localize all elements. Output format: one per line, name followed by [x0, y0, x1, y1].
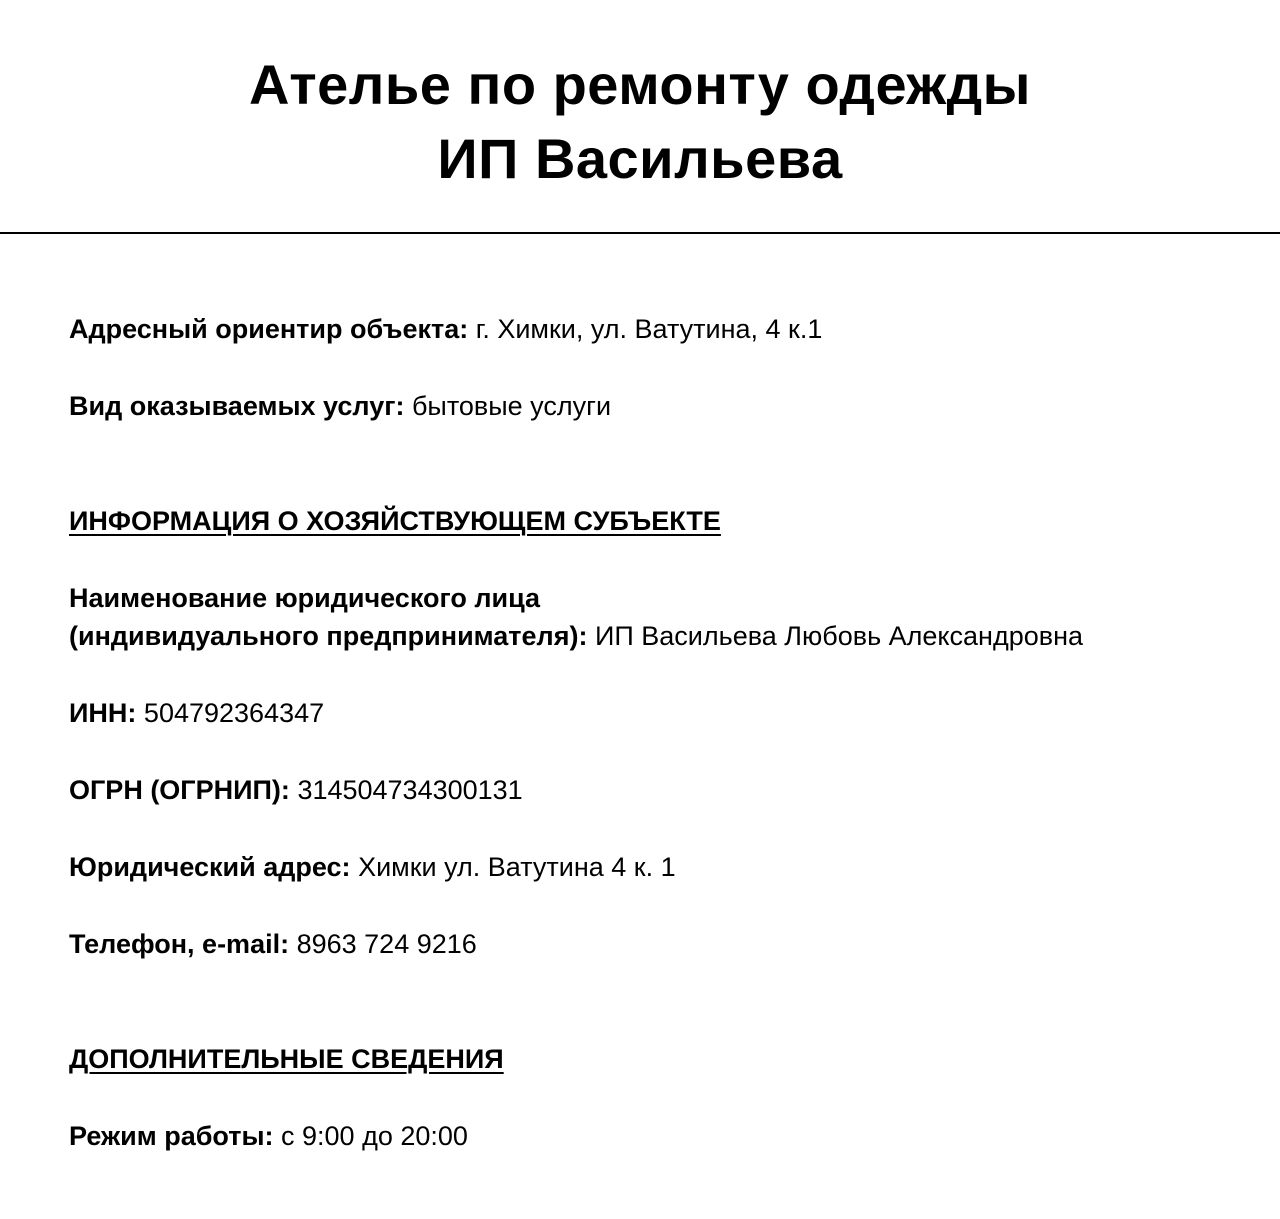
entity-name-row [69, 617, 1083, 655]
header-divider [0, 232, 1280, 234]
ogrn-label: ОГРН (ОГРНИП): [69, 775, 290, 805]
working-hours-row [69, 1117, 468, 1155]
services-row [69, 387, 611, 425]
entity-name-value: ИП Васильева Любовь Александровна [594, 621, 1084, 651]
working-hours-label: Режим работы: [69, 1121, 274, 1151]
inn-label: ИНН: [69, 698, 137, 728]
extra-section-heading: ДОПОЛНИТЕЛЬНЫЕ СВЕДЕНИЯ [69, 1044, 504, 1074]
legal-address-row [69, 848, 676, 886]
page-title-line-2: ИП Васильева [437, 127, 843, 190]
entity-section-heading: ИНФОРМАЦИЯ О ХОЗЯЙСТВУЮЩЕМ СУБЪЕКТЕ [69, 506, 721, 536]
contact-row [69, 925, 477, 963]
address-value: г. Химки, ул. Ватутина, 4 к.1 [475, 314, 823, 344]
legal-address-value: Химки ул. Ватутина 4 к. 1 [358, 852, 676, 882]
contact-value: 8963 724 9216 [296, 929, 477, 959]
services-value: бытовые услуги [411, 391, 612, 421]
contact-label: Телефон, e-mail: [69, 929, 290, 959]
page-title-line-1: Ателье по ремонту одежды [249, 53, 1031, 116]
ogrn-value: 314504734300131 [297, 775, 523, 805]
address-label: Адресный ориентир объекта: [69, 314, 469, 344]
entity-name-label-part-1: Наименование юридического лица [69, 583, 541, 613]
inn-value: 504792364347 [143, 698, 325, 728]
address-row [69, 310, 822, 348]
inn-row [69, 694, 324, 732]
services-label: Вид оказываемых услуг: [69, 391, 405, 421]
working-hours-value: с 9:00 до 20:00 [281, 1121, 468, 1151]
ogrn-row [69, 771, 523, 809]
entity-name-label-part-2: (индивидуального предпринимателя): [69, 621, 588, 651]
legal-address-label: Юридический адрес: [69, 852, 351, 882]
entity-name-label-line-1 [69, 579, 540, 617]
page-header [0, 48, 1280, 196]
